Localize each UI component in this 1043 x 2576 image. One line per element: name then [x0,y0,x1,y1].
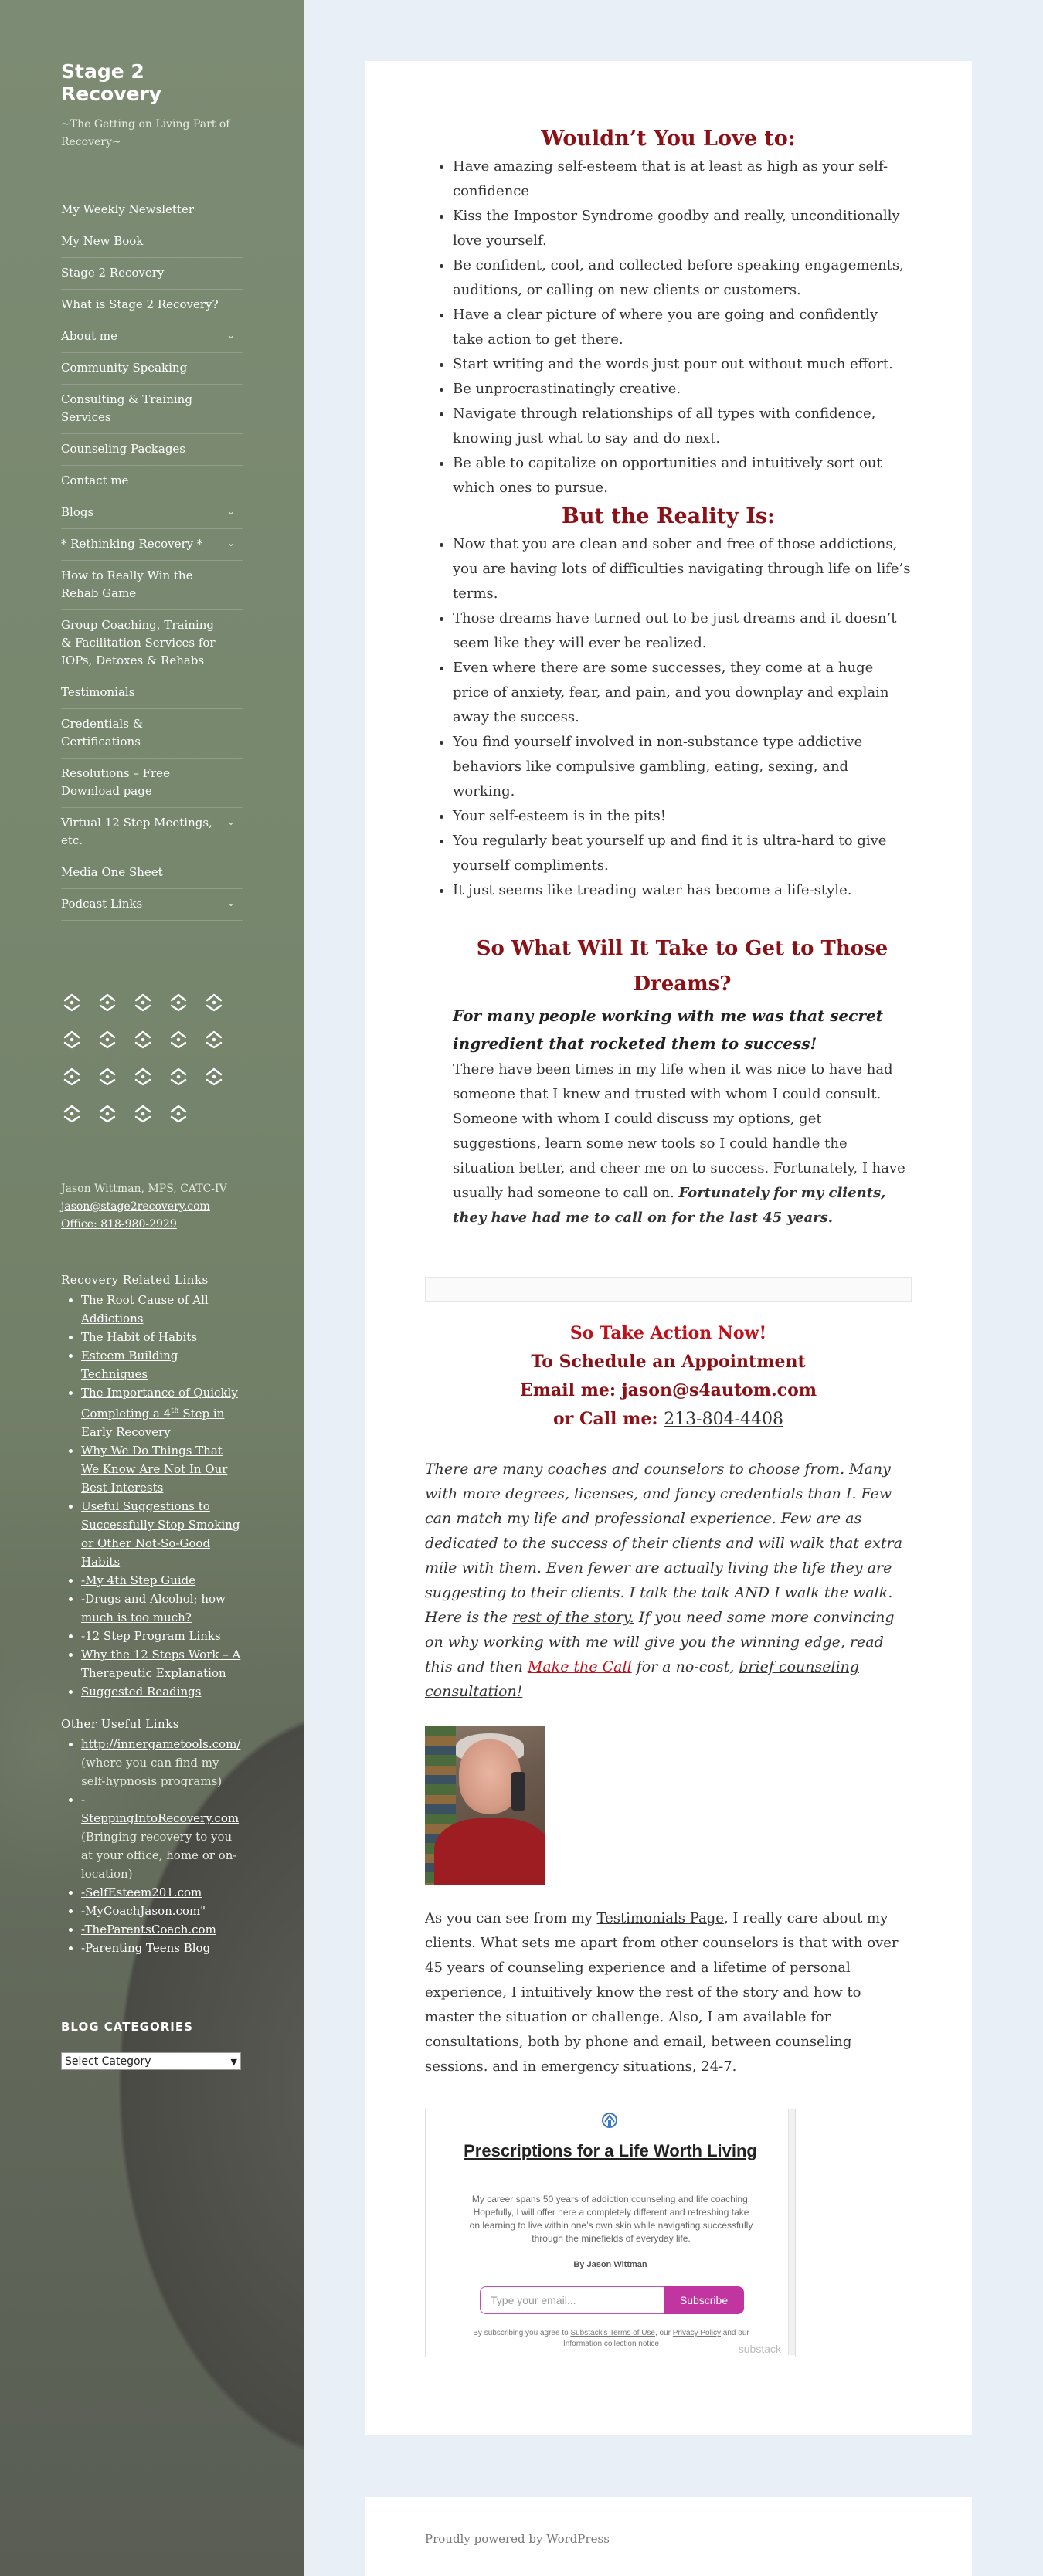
nav-item-label: Podcast Links [61,897,143,911]
useful-links-list [61,1735,243,1957]
subscribe-button[interactable]: Subscribe [664,2286,744,2314]
bullet-item: • Kiss the Impostor Syndrome goodby and really, unconditionally love yourself. [453,204,912,253]
lead-text: For many people working with me was that secret ingredient that rocketed them to success! [453,1006,883,1053]
main-content-card [365,61,972,2435]
useful-link[interactable]: http://innergametools.com/ [81,1737,241,1751]
link-icon[interactable] [203,1066,225,1087]
substack-embed [425,2109,796,2357]
social-links [61,992,243,1124]
link-icon[interactable] [168,992,189,1013]
recovery-link[interactable]: Useful Suggestions to Successfully Stop Smoking or Other Not-So-Good Habits [81,1499,240,1569]
recovery-link[interactable]: -Drugs and Alcohol; how much is too much? [81,1592,226,1624]
nav-item-label: * Rethinking Recovery * [61,537,203,551]
nav-item[interactable] [61,808,243,857]
nav-item-label: Contact me [61,473,129,487]
nav-item-label: Media One Sheet [61,865,163,879]
heading-wouldnt-you-love: Wouldn’t You Love to: [541,127,796,151]
nav-item[interactable] [61,857,243,889]
contact-info [61,1180,243,1234]
substack-title[interactable]: Prescriptions for a Life Worth Living [464,2141,757,2160]
terms-link[interactable]: Substack's Terms of Use [570,2329,655,2337]
useful-link-note: (Bringing recovery to you at your office, home or on-location) [81,1830,237,1881]
useful-link-item [81,1902,243,1920]
useful-link[interactable]: -TheParentsCoach.com [81,1923,216,1936]
useful-links-title: Other Useful Links [61,1717,180,1731]
bullet-item: • Be unprocrastinatingly creative. [453,377,912,402]
recovery-link[interactable]: Suggested Readings [81,1685,202,1699]
nav-item[interactable] [61,709,243,759]
link-icon[interactable] [132,1029,154,1050]
substack-brand: substack [738,2343,781,2355]
recovery-link-item [81,1571,243,1590]
chevron-down-icon: ▼ [230,2057,237,2067]
publication-logo-icon [600,2111,619,2131]
nav-item-label: Resolutions – Free Download page [61,766,170,798]
story-paragraph: There have been times in my life when it was nice to have had someone that I knew and trusted with whom I could consult. Someone with whom I could discuss my options, get suggestions, learn some new tools so I could handle the situation better, and cheer me on to success. Fortunately, I have usually had someone to call on. Fortunately for my clients, they have had me to call on for the last 45 years. [453,1061,905,1226]
nav-item[interactable] [61,226,243,258]
chevron-down-icon[interactable]: ⌄ [226,898,236,909]
dreams-section [425,931,912,1230]
testimonials-paragraph: As you can see from my Testimonials Page, I really care about my clients. What sets me apart from other counselors is that with over 45 years of counseling experience and a lifetime of personal experience, I intuitively know the rest of the story and how to master the situation or challenge. Also, I am available for consultations, both by phone and email, between counseling sessions. and in emergency situations, 24-7. [425,1910,899,2075]
main-navigation [61,195,243,921]
recovery-link-item [81,1627,243,1645]
recovery-link-item [81,1590,243,1627]
nav-item-label: What is Stage 2 Recovery? [61,297,219,311]
useful-link-item [81,1883,243,1902]
nav-item[interactable] [61,290,243,321]
empty-embed-box [425,1277,912,1302]
substack-fine-print: By subscribing you agree to Substack's Terms of Use, our Privacy Policy and our Information collection notice [473,2329,749,2348]
nav-item[interactable] [61,610,243,677]
nav-item[interactable] [61,561,243,610]
link-icon[interactable] [168,1029,189,1050]
nav-item-label: Community Speaking [61,361,188,375]
useful-link-item [81,1735,243,1790]
nav-item-label: Testimonials [61,685,135,699]
link-icon[interactable] [203,1029,225,1050]
bullet-item: • You find yourself involved in non-substance type addictive behaviors like compulsive gambling, eating, sexing, and working. [453,730,912,804]
nav-item-label: Blogs [61,505,94,519]
useful-link[interactable]: -Parenting Teens Blog [81,1941,211,1955]
chevron-down-icon[interactable]: ⌄ [226,506,236,518]
useful-link-item: • - SteppingIntoRecovery.com (Bringing recovery to you at your office, home or on-location) [81,1790,243,1883]
contact-email-link[interactable]: jason@stage2recovery.com [61,1200,210,1213]
chevron-down-icon[interactable]: ⌄ [226,330,236,341]
bullet-item: • Even where there are some successes, they come at a huge price of anxiety, fear, and pain, and you downplay and explain away the success. [453,656,912,730]
recovery-link-item [81,1346,243,1383]
nav-item[interactable] [61,497,243,529]
nav-item[interactable] [61,889,243,921]
blog-categories-title: BLOG CATEGORIES [61,2020,193,2034]
make-the-call-link[interactable]: Make the Call [527,1658,632,1675]
link-icon[interactable] [132,1103,154,1124]
recovery-link[interactable]: The Root Cause of All Addictions [81,1293,209,1325]
cta-call: or Call me: 213-804-4408 [553,1409,783,1429]
nav-item[interactable] [61,759,243,808]
link-icon[interactable] [97,992,118,1013]
useful-link[interactable]: -MyCoachJason.com" [81,1904,206,1918]
bullet-item: • Have a clear picture of where you are going and confidently take action to get there. [453,303,912,352]
bullet-item: • Be able to capitalize on opportunities and intuitively sort out which ones to pursue. [453,451,912,501]
recovery-link[interactable]: -My 4th Step Guide [81,1573,196,1587]
article-content [425,123,912,2357]
nav-item-label: How to Really Win the Rehab Game [61,568,193,600]
nav-item-label: Consulting & Training Services [61,392,192,424]
nav-item-label: Credentials & Certifications [61,717,144,748]
bullet-item: • Your self-esteem is in the pits! [453,804,912,829]
useful-link[interactable]: -SelfEsteem201.com [81,1885,202,1899]
collection-notice-link[interactable]: Information collection notice [563,2340,659,2348]
link-icon[interactable] [97,1029,118,1050]
link-icon[interactable] [203,992,225,1013]
cta-schedule: To Schedule an Appointment [531,1352,806,1372]
useful-link-item [81,1939,243,1957]
bullet-item: • Start writing and the words just pour out without much effort. [453,352,912,377]
nav-item-label: Group Coaching, Training & Facilitation Services for IOPs, Detoxes & Rehabs [61,618,216,667]
recovery-link-item [81,1645,243,1682]
email-input[interactable]: Type your email... [480,2286,664,2314]
consultation-link[interactable]: brief counseling consultation! [425,1658,860,1700]
bullet-item: • It just seems like treading water has become a life-style. [453,878,912,903]
useful-link-item [81,1920,243,1939]
portrait-photo [425,1726,545,1885]
site-footer [365,2497,972,2576]
nav-item[interactable] [61,466,243,497]
site-title[interactable]: Stage 2 Recovery [61,60,162,105]
recovery-link-item [81,1682,243,1701]
heading-reality: But the Reality Is: [562,504,775,528]
cta-phone-link[interactable]: 213-804-4408 [664,1410,783,1429]
nav-item[interactable] [61,321,243,353]
recovery-link-item [81,1291,243,1328]
recovery-link[interactable]: Why the 12 Steps Work – A Therapeutic Explanation [81,1648,241,1680]
nav-item-label: My New Book [61,234,144,248]
link-icon[interactable] [61,1103,83,1124]
love-to-list [425,154,912,501]
nav-item[interactable] [61,434,243,466]
nav-item-label: My Weekly Newsletter [61,202,194,216]
substack-description: My career spans 50 years of addiction counseling and life coaching. Hopefully, I will offer here a completely different and refreshing take on learning to live within one’s own skin while navigating successfully through the minefields of everyday life. [469,2194,753,2244]
site-description: ~The Getting on Living Part of Recovery~ [61,118,230,148]
recovery-link[interactable]: -12 Step Program Links [81,1629,221,1643]
testimonials-page-link[interactable]: Testimonials Page [596,1910,724,1926]
recovery-link[interactable]: The Importance of Quickly Completing a 4th Step in Early Recovery [81,1386,238,1439]
bullet-item: • You regularly beat yourself up and find it is ultra-hard to give yourself compliments. [453,829,912,878]
contact-name: Jason Wittman, MPS, CATC-IV [61,1183,227,1195]
cta-take-action: So Take Action Now! [569,1323,767,1343]
heading-dreams: So What Will It Take to Get to Those Dreams? [476,937,888,996]
recovery-link-item [81,1497,243,1571]
powered-by-link[interactable]: Proudly powered by WordPress [425,2532,610,2546]
link-icon[interactable] [61,992,83,1013]
nav-item[interactable] [61,385,243,434]
sidebar [0,0,304,2576]
nav-item[interactable] [61,353,243,385]
embed-scrollbar[interactable] [788,2109,795,2355]
substack-author: By Jason Wittman [573,2260,647,2269]
link-icon[interactable] [97,1103,118,1124]
recovery-link-item [81,1383,243,1441]
recovery-link[interactable]: Esteem Building Techniques [81,1349,178,1381]
useful-link[interactable]: SteppingIntoRecovery.com [81,1811,240,1825]
nav-item-label: Virtual 12 Step Meetings, etc. [61,816,212,847]
link-icon[interactable] [61,1066,83,1087]
link-icon[interactable] [132,992,154,1013]
cta-email: Email me: jason@s4autom.com [519,1380,817,1400]
link-icon[interactable] [97,1066,118,1087]
recovery-link[interactable]: The Habit of Habits [81,1330,198,1344]
chevron-down-icon[interactable]: ⌄ [226,816,236,828]
link-icon[interactable] [132,1066,154,1087]
nav-item[interactable] [61,677,243,709]
bullet-item: • Be confident, cool, and collected before speaking engagements, auditions, or calling on new clients or customers. [453,253,912,303]
nav-item[interactable] [61,258,243,290]
nav-item[interactable] [61,195,243,226]
useful-links-widget [61,1716,243,1957]
rest-of-story-link[interactable]: rest of the story. [512,1609,634,1626]
bullet-item: • Now that you are clean and sober and free of those addictions, you are having lots of difficulties navigating through life on life’s terms. [453,532,912,606]
recovery-links-list [61,1291,243,1701]
recovery-links-title: Recovery Related Links [61,1273,209,1287]
nav-item-label: About me [61,329,118,343]
reality-list [425,532,912,903]
call-to-action [425,1319,912,1434]
link-icon[interactable] [168,1103,189,1124]
blog-categories-widget [61,2019,243,2070]
useful-link-note: (where you can find my self-hypnosis programs) [81,1756,223,1788]
nav-item-label: Counseling Packages [61,442,186,456]
bullet-item: • Navigate through relationships of all types with confidence, knowing just what to say and do next. [453,402,912,451]
recovery-links-widget [61,1272,243,1701]
privacy-link[interactable]: Privacy Policy [672,2329,722,2337]
bullet-item: • Those dreams have turned out to be just dreams and it doesn’t seem like they will ever be realized. [453,606,912,656]
nav-item[interactable] [61,529,243,561]
contact-office-phone[interactable]: Office: 818-980-2929 [61,1218,177,1230]
link-icon[interactable] [168,1066,189,1087]
recovery-link-item [81,1441,243,1497]
category-select[interactable] [61,2052,241,2070]
nav-item-label: Stage 2 Recovery [61,266,165,280]
link-icon[interactable] [61,1029,83,1050]
recovery-link-item [81,1328,243,1346]
recovery-link[interactable]: Why We Do Things That We Know Are Not In Our Best Interests [81,1444,228,1495]
chevron-down-icon[interactable]: ⌄ [226,538,236,549]
category-select-value: Select Category [65,2055,151,2068]
coaches-paragraph: There are many coaches and counselors to choose from. Many with more degrees, licenses, and fancy credentials than I. Few can match my life and professional experience. Few are as dedicated to the success of their clients and will walk that extra mile with them. Even fewer are actually living the life they are suggesting to their clients. I talk the talk AND I walk the walk. Here is the rest of the story. If you need some more convincing on why working with me will give you the winning edge, read this and then Make the Call for a no-cost, brief counseling consultation! [425,1461,902,1700]
bullet-item: • Have amazing self-esteem that is at least as high as your self-confidence [453,154,912,204]
